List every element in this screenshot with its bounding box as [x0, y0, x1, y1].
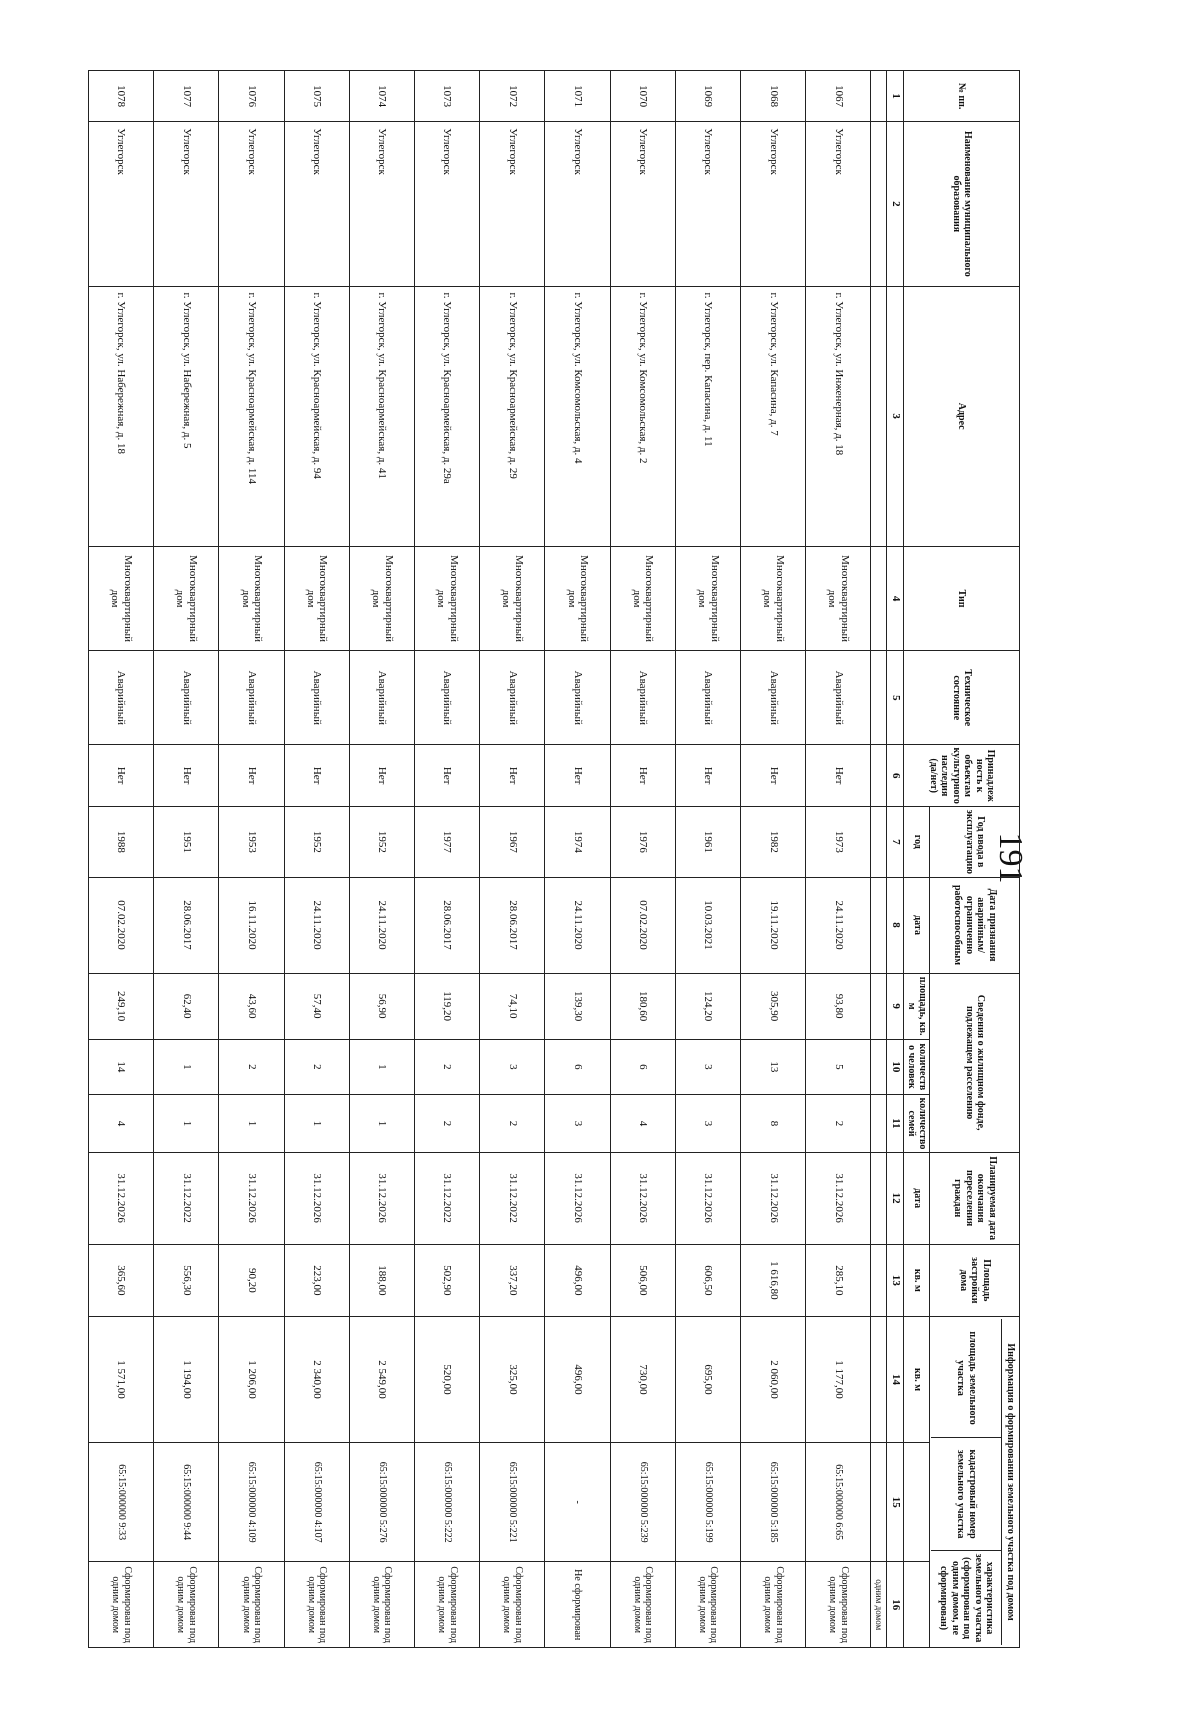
- col-number: 9: [887, 973, 904, 1039]
- header-families: количество семей: [904, 1095, 930, 1153]
- table-row: [415, 71, 480, 1648]
- people-cell: 3: [480, 1039, 545, 1094]
- land-area-cell: 695,00: [675, 1317, 740, 1443]
- year-cell: 1973: [806, 807, 871, 877]
- address-cell: г. Углегорск, пер. Капасина, д. 11: [675, 286, 740, 546]
- type-cell: Многоквартирный дом: [349, 546, 414, 651]
- cadastral-cell: 65:15:000000 5:222: [415, 1442, 480, 1561]
- cadastral-cell: 65:15:000000 5:185: [741, 1442, 806, 1561]
- people-cell: 6: [545, 1039, 610, 1094]
- people-cell: 2: [219, 1039, 284, 1094]
- unit-date: дата: [904, 877, 930, 973]
- land-char-cell: Сформирован под одним домом: [89, 1562, 154, 1648]
- col-number: 16: [887, 1562, 904, 1648]
- people-cell: 5: [806, 1039, 871, 1094]
- unit-build-sqm: кв. м: [904, 1244, 930, 1317]
- table-row: [480, 71, 545, 1648]
- planned-date-cell: 31.12.2026: [284, 1152, 349, 1244]
- cadastral-cell: -: [545, 1442, 610, 1561]
- cultural-cell: Нет: [89, 745, 154, 807]
- tech-state-cell: Аварийный: [89, 651, 154, 745]
- address-cell: г. Углегорск, ул. Инженерная, д. 18: [806, 286, 871, 546]
- header-commission-year: Год ввода в эксплуатацию: [930, 807, 1020, 877]
- emergency-date-cell: 28.06.2017: [415, 877, 480, 973]
- families-cell: 2: [480, 1095, 545, 1153]
- address-cell: г. Углегорск, ул. Набережная, д. 18: [89, 286, 154, 546]
- header-no: № пп.: [904, 71, 1020, 122]
- col-number: 8: [887, 877, 904, 973]
- people-cell: 2: [284, 1039, 349, 1094]
- tech-state-cell: Аварийный: [480, 651, 545, 745]
- row-number: 1075: [284, 71, 349, 122]
- cultural-cell: Нет: [284, 745, 349, 807]
- land-area-cell: 730,00: [610, 1317, 675, 1443]
- area-cell: 249,10: [89, 973, 154, 1039]
- type-cell: Многоквартирный дом: [284, 546, 349, 651]
- area-cell: 119,20: [415, 973, 480, 1039]
- planned-date-cell: 31.12.2026: [806, 1152, 871, 1244]
- type-cell: Многоквартирный дом: [89, 546, 154, 651]
- address-cell: г. Углегорск, ул. Комсомольская, д. 4: [545, 286, 610, 546]
- col-number: 2: [887, 122, 904, 286]
- col-number: 5: [887, 651, 904, 745]
- type-cell: Многоквартирный дом: [741, 546, 806, 651]
- tech-state-cell: Аварийный: [545, 651, 610, 745]
- type-cell: Многоквартирный дом: [675, 546, 740, 651]
- cadastral-cell: 65:15:000000 5:239: [610, 1442, 675, 1561]
- land-area-cell: 2 549,00: [349, 1317, 414, 1443]
- cultural-cell: Нет: [480, 745, 545, 807]
- land-area-cell: 2 340,00: [284, 1317, 349, 1443]
- year-cell: 1976: [610, 807, 675, 877]
- municipality-cell: Углегорск: [415, 122, 480, 286]
- people-cell: 13: [741, 1039, 806, 1094]
- land-char-cell: Сформирован под одним домом: [415, 1562, 480, 1648]
- emergency-date-cell: 28.06.2017: [154, 877, 219, 973]
- year-cell: 1952: [349, 807, 414, 877]
- table-row: [806, 71, 871, 1648]
- building-area-cell: 502,90: [415, 1244, 480, 1317]
- header-planned-date: Планируемая дата окончания переселения граждан: [930, 1152, 1020, 1244]
- planned-date-cell: 31.12.2026: [675, 1152, 740, 1244]
- unit-cadastral-blank: [904, 1442, 930, 1561]
- emergency-date-cell: 24.11.2020: [806, 877, 871, 973]
- year-cell: 1977: [415, 807, 480, 877]
- cadastral-cell: 65:15:000000 5:221: [480, 1442, 545, 1561]
- cultural-cell: Нет: [415, 745, 480, 807]
- type-cell: Многоквартирный дом: [415, 546, 480, 651]
- building-area-cell: 496,00: [545, 1244, 610, 1317]
- families-cell: 8: [741, 1095, 806, 1153]
- address-cell: г. Углегорск, ул. Капасина, д. 7: [741, 286, 806, 546]
- header-address: Адрес: [904, 286, 1020, 546]
- cultural-cell: Нет: [219, 745, 284, 807]
- families-cell: 2: [806, 1095, 871, 1153]
- emergency-date-cell: 10.03.2021: [675, 877, 740, 973]
- type-cell: Многоквартирный дом: [480, 546, 545, 651]
- cadastral-cell: 65:15:000000 6:65: [806, 1442, 871, 1561]
- tech-state-cell: Аварийный: [741, 651, 806, 745]
- building-area-cell: 556,30: [154, 1244, 219, 1317]
- header-type: Тип: [904, 546, 1020, 651]
- type-cell: Многоквартирный дом: [545, 546, 610, 651]
- table-row: [284, 71, 349, 1648]
- building-area-cell: 337,20: [480, 1244, 545, 1317]
- row-number: 1073: [415, 71, 480, 122]
- column-number-row: [887, 71, 904, 1648]
- land-area-cell: 1 194,00: [154, 1317, 219, 1443]
- row-number: 1074: [349, 71, 414, 122]
- tech-state-cell: Аварийный: [219, 651, 284, 745]
- land-area-cell: 325,00: [480, 1317, 545, 1443]
- tech-state-cell: Аварийный: [154, 651, 219, 745]
- area-cell: 305,90: [741, 973, 806, 1039]
- header-housing-info: Сведения о жилищном фонде, подлежащем расселению: [930, 973, 1020, 1152]
- year-cell: 1953: [219, 807, 284, 877]
- row-number: 1071: [545, 71, 610, 122]
- address-cell: г. Углегорск, ул. Красноармейская, д. 29а: [415, 286, 480, 546]
- header-land-area: площадь земельного участка: [932, 1319, 1002, 1438]
- planned-date-cell: 31.12.2022: [480, 1152, 545, 1244]
- year-cell: 1982: [741, 807, 806, 877]
- page-number: 191: [992, 832, 1029, 884]
- area-cell: 57,40: [284, 973, 349, 1039]
- area-cell: 180,60: [610, 973, 675, 1039]
- continuation-row: [871, 71, 887, 1648]
- unit-char-blank: [904, 1562, 930, 1648]
- table-row: [219, 71, 284, 1648]
- cadastral-cell: 65:15:000000 5:199: [675, 1442, 740, 1561]
- col-number: 13: [887, 1244, 904, 1317]
- area-cell: 56,90: [349, 973, 414, 1039]
- cultural-cell: Нет: [610, 745, 675, 807]
- year-cell: 1974: [545, 807, 610, 877]
- emergency-date-cell: 24.11.2020: [349, 877, 414, 973]
- address-cell: г. Углегорск, ул. Комсомольская, д. 2: [610, 286, 675, 546]
- planned-date-cell: 31.12.2026: [89, 1152, 154, 1244]
- year-cell: 1967: [480, 807, 545, 877]
- planned-date-cell: 31.12.2026: [219, 1152, 284, 1244]
- type-cell: Многоквартирный дом: [154, 546, 219, 651]
- header-building-area: Площадь застройки дома: [930, 1244, 1020, 1317]
- families-cell: 1: [284, 1095, 349, 1153]
- cadastral-cell: 65:15:000000 9:33: [89, 1442, 154, 1561]
- year-cell: 1952: [284, 807, 349, 877]
- land-char-cell: Сформирован под одним домом: [741, 1562, 806, 1648]
- row-number: 1068: [741, 71, 806, 122]
- emergency-date-cell: 16.11.2020: [219, 877, 284, 973]
- land-area-cell: 2 060,00: [741, 1317, 806, 1443]
- year-cell: 1988: [89, 807, 154, 877]
- area-cell: 124,20: [675, 973, 740, 1039]
- table-row: [675, 71, 740, 1648]
- emergency-housing-table: [88, 70, 1020, 1648]
- row-number: 1072: [480, 71, 545, 122]
- table-row: [610, 71, 675, 1648]
- unit-land-sqm: кв. м: [904, 1317, 930, 1443]
- header-land-char: характеристика земельного участка (сформирован под одним домом, не сформирован): [938, 1553, 996, 1643]
- municipality-cell: Углегорск: [675, 122, 740, 286]
- families-cell: 2: [415, 1095, 480, 1153]
- planned-date-cell: 31.12.2022: [154, 1152, 219, 1244]
- building-area-cell: 285,10: [806, 1244, 871, 1317]
- tech-state-cell: Аварийный: [806, 651, 871, 745]
- land-area-cell: 520,00: [415, 1317, 480, 1443]
- emergency-date-cell: 24.11.2020: [545, 877, 610, 973]
- cadastral-cell: 65:15:000000 4:107: [284, 1442, 349, 1561]
- table-row: [741, 71, 806, 1648]
- land-char-cell: Сформирован под одним домом: [675, 1562, 740, 1648]
- header-land-info: [930, 1317, 1020, 1648]
- unit-plan-date: дата: [904, 1152, 930, 1244]
- emergency-date-cell: 24.11.2020: [284, 877, 349, 973]
- header-people: количество человек: [904, 1039, 930, 1094]
- land-char-cell: Сформирован под одним домом: [610, 1562, 675, 1648]
- emergency-date-cell: 19.11.2020: [741, 877, 806, 973]
- col-number: 12: [887, 1152, 904, 1244]
- row-number: 1078: [89, 71, 154, 122]
- row-number: 1076: [219, 71, 284, 122]
- municipality-cell: Углегорск: [480, 122, 545, 286]
- building-area-cell: 365,60: [89, 1244, 154, 1317]
- address-cell: г. Углегорск, ул. Красноармейская, д. 29: [480, 286, 545, 546]
- building-area-cell: 188,00: [349, 1244, 414, 1317]
- municipality-cell: Углегорск: [219, 122, 284, 286]
- families-cell: 4: [89, 1095, 154, 1153]
- header-emergency-date: Дата признания аварийным/ограниченно работоспособным: [930, 877, 1020, 973]
- cultural-cell: Нет: [349, 745, 414, 807]
- cultural-cell: Нет: [154, 745, 219, 807]
- col-number: 11: [887, 1095, 904, 1153]
- municipality-cell: Углегорск: [741, 122, 806, 286]
- col-number: 10: [887, 1039, 904, 1094]
- municipality-cell: Углегорск: [806, 122, 871, 286]
- families-cell: 3: [545, 1095, 610, 1153]
- emergency-date-cell: 07.02.2020: [610, 877, 675, 973]
- rotated-table-container: [88, 70, 1020, 1648]
- header-land-info-title: Информация о формировании земельного участка под домом: [1002, 1319, 1019, 1645]
- continuation-text: одним домом: [871, 1562, 887, 1648]
- municipality-cell: Углегорск: [349, 122, 414, 286]
- table-row: [89, 71, 154, 1648]
- tech-state-cell: Аварийный: [675, 651, 740, 745]
- land-char-cell: Сформирован под одним домом: [349, 1562, 414, 1648]
- cultural-cell: Нет: [806, 745, 871, 807]
- planned-date-cell: 31.12.2026: [349, 1152, 414, 1244]
- building-area-cell: 90,20: [219, 1244, 284, 1317]
- tech-state-cell: Аварийный: [610, 651, 675, 745]
- table-row: [349, 71, 414, 1648]
- area-cell: 74,10: [480, 973, 545, 1039]
- people-cell: 2: [415, 1039, 480, 1094]
- land-char-cell: Сформирован под одним домом: [806, 1562, 871, 1648]
- municipality-cell: Углегорск: [545, 122, 610, 286]
- land-char-cell: Не сформирован: [545, 1562, 610, 1648]
- cultural-cell: Нет: [675, 745, 740, 807]
- area-cell: 62,40: [154, 973, 219, 1039]
- building-area-cell: 1 616,80: [741, 1244, 806, 1317]
- col-number: 6: [887, 745, 904, 807]
- row-number: 1070: [610, 71, 675, 122]
- col-number: 14: [887, 1317, 904, 1443]
- tech-state-cell: Аварийный: [284, 651, 349, 745]
- people-cell: 3: [675, 1039, 740, 1094]
- col-number: 7: [887, 807, 904, 877]
- header-area: площадь, кв. м: [904, 973, 930, 1039]
- row-number: 1077: [154, 71, 219, 122]
- table-row: [545, 71, 610, 1648]
- emergency-date-cell: 28.06.2017: [480, 877, 545, 973]
- header-tech-state: Техническое состояние: [904, 651, 1020, 745]
- people-cell: 1: [349, 1039, 414, 1094]
- emergency-date-cell: 07.02.2020: [89, 877, 154, 973]
- address-cell: г. Углегорск, ул. Красноармейская, д. 114: [219, 286, 284, 546]
- families-cell: 1: [219, 1095, 284, 1153]
- col-number: 4: [887, 546, 904, 651]
- tech-state-cell: Аварийный: [415, 651, 480, 745]
- table-row: [154, 71, 219, 1648]
- municipality-cell: Углегорск: [284, 122, 349, 286]
- people-cell: 6: [610, 1039, 675, 1094]
- cadastral-cell: 65:15:000000 4:109: [219, 1442, 284, 1561]
- address-cell: г. Углегорск, ул. Красноармейская, д. 94: [284, 286, 349, 546]
- area-cell: 139,30: [545, 973, 610, 1039]
- land-area-cell: 1 571,00: [89, 1317, 154, 1443]
- year-cell: 1961: [675, 807, 740, 877]
- building-area-cell: 606,50: [675, 1244, 740, 1317]
- cadastral-cell: 65:15:000000 5:276: [349, 1442, 414, 1561]
- people-cell: 1: [154, 1039, 219, 1094]
- type-cell: Многоквартирный дом: [610, 546, 675, 651]
- col-number: 1: [887, 71, 904, 122]
- cadastral-cell: 65:15:000000 9:44: [154, 1442, 219, 1561]
- cultural-cell: Нет: [741, 745, 806, 807]
- planned-date-cell: 31.12.2022: [415, 1152, 480, 1244]
- row-number: 1067: [806, 71, 871, 122]
- municipality-cell: Углегорск: [154, 122, 219, 286]
- area-cell: 93,80: [806, 973, 871, 1039]
- land-char-cell: Сформирован под одним домом: [219, 1562, 284, 1648]
- col-number: 15: [887, 1442, 904, 1561]
- land-area-cell: 1 177,00: [806, 1317, 871, 1443]
- planned-date-cell: 31.12.2026: [610, 1152, 675, 1244]
- families-cell: 3: [675, 1095, 740, 1153]
- tech-state-cell: Аварийный: [349, 651, 414, 745]
- land-area-cell: 1 206,00: [219, 1317, 284, 1443]
- families-cell: 1: [349, 1095, 414, 1153]
- address-cell: г. Углегорск, ул. Набережная, д. 5: [154, 286, 219, 546]
- land-area-cell: 496,00: [545, 1317, 610, 1443]
- families-cell: 1: [154, 1095, 219, 1153]
- families-cell: 4: [610, 1095, 675, 1153]
- header-cultural: Принадлежность к объектам культурного наследия (да/нет): [904, 745, 1020, 807]
- land-char-cell: Сформирован под одним домом: [284, 1562, 349, 1648]
- col-number: 3: [887, 286, 904, 546]
- municipality-cell: Углегорск: [610, 122, 675, 286]
- cultural-cell: Нет: [545, 745, 610, 807]
- row-number: 1069: [675, 71, 740, 122]
- header-row-1: [930, 71, 1020, 1648]
- unit-year: год: [904, 807, 930, 877]
- building-area-cell: 506,00: [610, 1244, 675, 1317]
- municipality-cell: Углегорск: [89, 122, 154, 286]
- address-cell: г. Углегорск, ул. Красноармейская, д. 41: [349, 286, 414, 546]
- planned-date-cell: 31.12.2026: [545, 1152, 610, 1244]
- year-cell: 1951: [154, 807, 219, 877]
- planned-date-cell: 31.12.2026: [741, 1152, 806, 1244]
- land-char-cell: Сформирован под одним домом: [154, 1562, 219, 1648]
- area-cell: 43,60: [219, 973, 284, 1039]
- building-area-cell: 223,00: [284, 1244, 349, 1317]
- type-cell: Многоквартирный дом: [219, 546, 284, 651]
- people-cell: 14: [89, 1039, 154, 1094]
- header-municipality: Наименование муниципального образования: [904, 122, 1020, 286]
- type-cell: Многоквартирный дом: [806, 546, 871, 651]
- land-char-cell: Сформирован под одним домом: [480, 1562, 545, 1648]
- header-cadastral: кадастровый номер земельного участка: [932, 1438, 1002, 1551]
